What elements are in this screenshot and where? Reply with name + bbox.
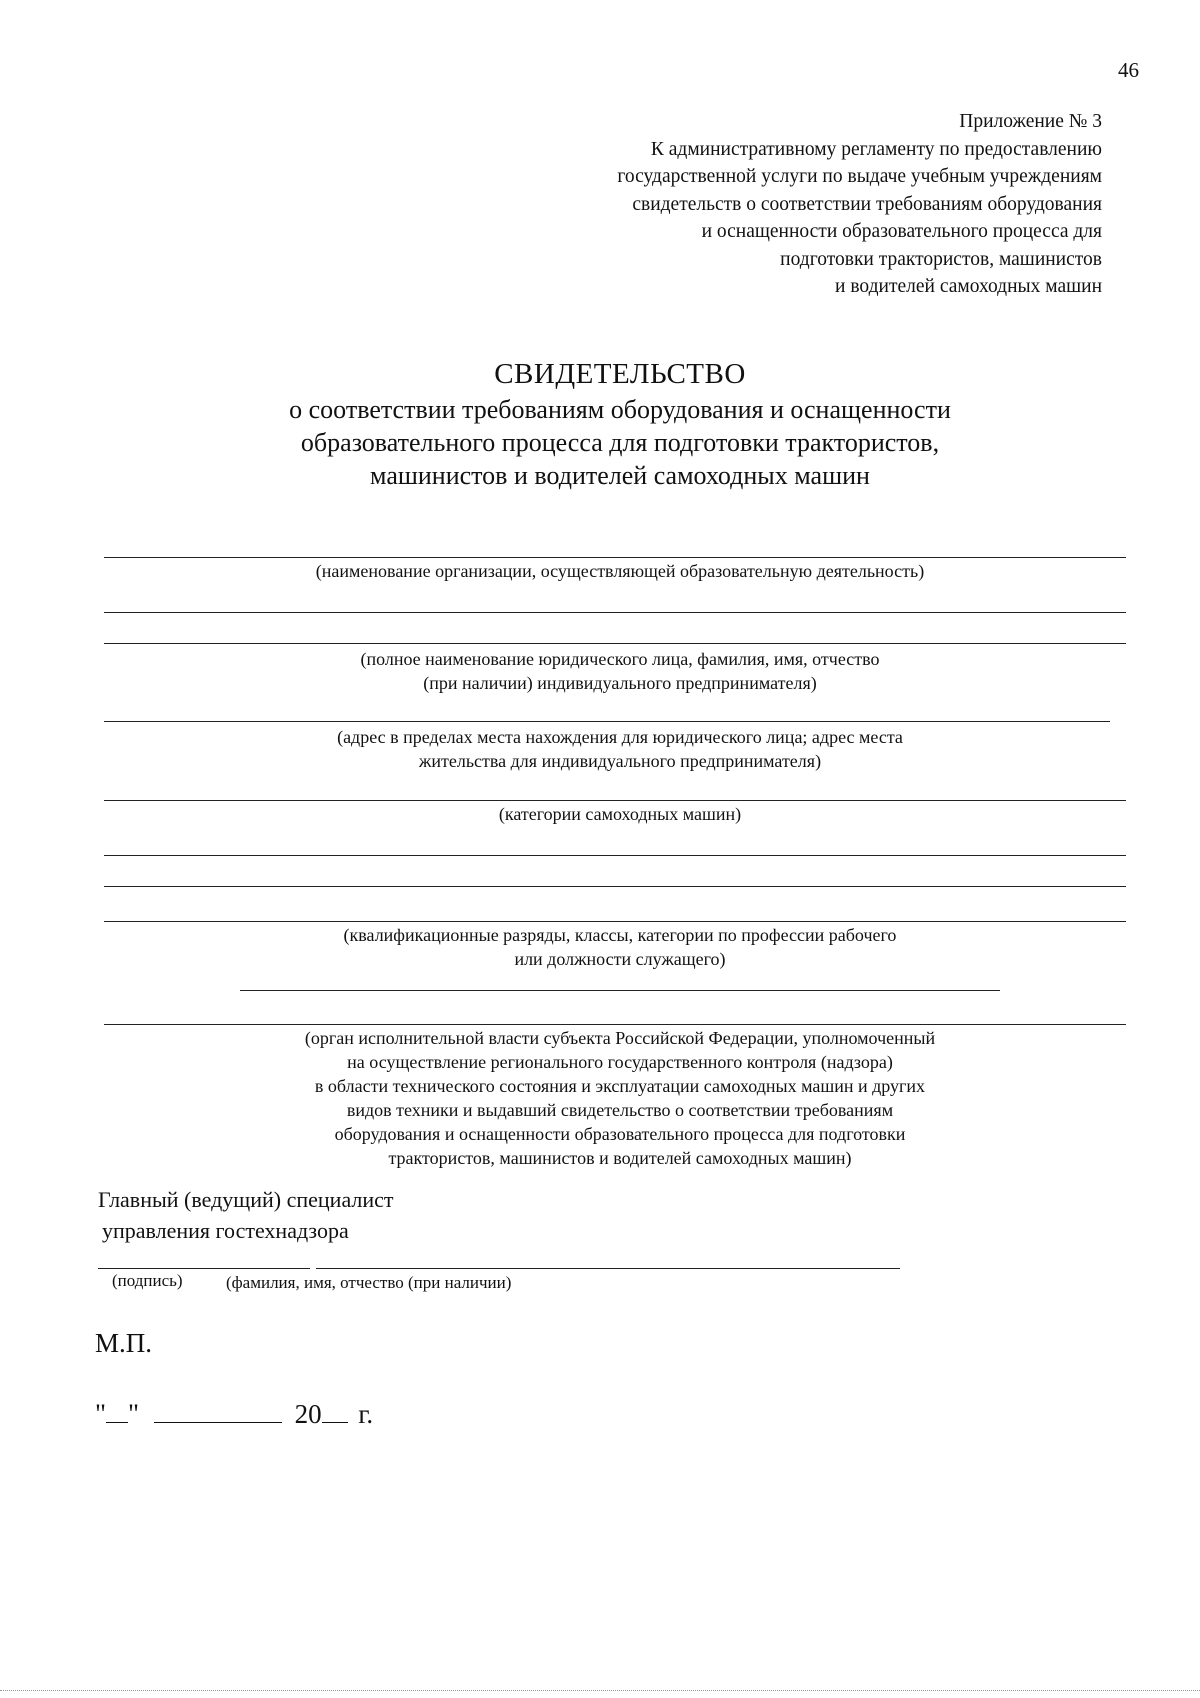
categories-caption: (категории самоходных машин) xyxy=(498,804,742,824)
appendix-line: и оснащенности образовательного процесса для xyxy=(701,221,1102,242)
signatory-position-line: Главный (ведущий) специалист xyxy=(98,1187,394,1212)
subtitle-line: машинистов и водителей самоходных машин xyxy=(370,461,870,490)
signatory-name-caption: (фамилия, имя, отчество (при наличии) xyxy=(226,1273,512,1292)
signatory-position xyxy=(98,1184,394,1246)
signatory-name-fill-line[interactable] xyxy=(316,1268,900,1269)
appendix-line: свидетельств о соответствии требованиям оборудования xyxy=(632,193,1102,215)
authority-caption: (орган исполнительной власти субъекта Российской Федерации, уполномоченный на осуществление регионального государственного контроля (надзора) в области технического состояния и эксплуатации самоходных машин и других видов техники и выдавший свидетельство о соответствии требованиям оборудования и оснащенности образовательного процесса для подготовки трактористов, машинистов и водителей самоходных машин) xyxy=(304,1028,936,1168)
date-year-field[interactable] xyxy=(322,1392,348,1423)
qualification-fill-line-2[interactable] xyxy=(104,886,1126,887)
qualification-fill-line-3[interactable] xyxy=(104,921,1126,922)
date-line xyxy=(95,1392,373,1430)
legal-name-fill-line-2[interactable] xyxy=(104,643,1126,644)
signatory-position-line: управления гостехнадзора xyxy=(102,1218,349,1243)
appendix-line: государственной услуги по выдаче учебным учреждениям xyxy=(617,166,1102,187)
document-title-block xyxy=(0,355,1200,492)
document-title: СВИДЕТЕЛЬСТВО xyxy=(494,358,746,390)
appendix-line: К административному регламенту по предоставлению xyxy=(650,138,1102,160)
seal-placeholder: М.П. xyxy=(95,1328,153,1358)
address-caption: (адрес в пределах места нахождения для юридического лица; адрес места жительства для индивидуального предпринимателя) xyxy=(337,727,903,771)
signature-fill-line[interactable] xyxy=(98,1268,310,1269)
subtitle-line: образовательного процесса для подготовки трактористов, xyxy=(300,428,940,457)
subtitle-line: о соответствии требованиям оборудования и оснащенности xyxy=(289,395,951,424)
appendix-line: подготовки трактористов, машинистов xyxy=(780,248,1102,270)
document-subtitle xyxy=(0,393,1200,492)
qualification-fill-line-4[interactable] xyxy=(240,990,1000,991)
appendix-line: Приложение № 3 xyxy=(959,111,1102,132)
legal-name-caption: (полное наименование юридического лица, фамилия, имя, отчество (при наличии) индивидуального предпринимателя) xyxy=(360,649,880,693)
date-day-field[interactable] xyxy=(106,1392,128,1423)
appendix-header xyxy=(402,108,1102,301)
appendix-line: и водителей самоходных машин xyxy=(835,276,1102,297)
legal-name-fill-line-1[interactable] xyxy=(104,612,1126,613)
page-bottom-edge xyxy=(0,1690,1200,1691)
address-fill-line[interactable] xyxy=(104,721,1110,722)
qualification-caption: (квалификационные разряды, классы, категории по профессии рабочего или должности служащего) xyxy=(343,925,897,969)
date-year-suffix: г. xyxy=(358,1398,374,1429)
date-quote-open: " xyxy=(95,1398,107,1429)
authority-fill-line[interactable] xyxy=(104,1024,1126,1025)
signature-caption: (подпись) xyxy=(112,1271,183,1290)
date-quote-close: " xyxy=(128,1398,140,1429)
date-year-prefix: 20 xyxy=(294,1398,322,1429)
categories-fill-line[interactable] xyxy=(104,800,1126,801)
date-month-field[interactable] xyxy=(154,1392,282,1423)
qualification-fill-line-1[interactable] xyxy=(104,855,1126,856)
organization-fill-line[interactable] xyxy=(104,557,1126,558)
organization-caption: (наименование организации, осуществляющей образовательную деятельность) xyxy=(315,561,925,581)
page-number: 46 xyxy=(1118,58,1139,82)
